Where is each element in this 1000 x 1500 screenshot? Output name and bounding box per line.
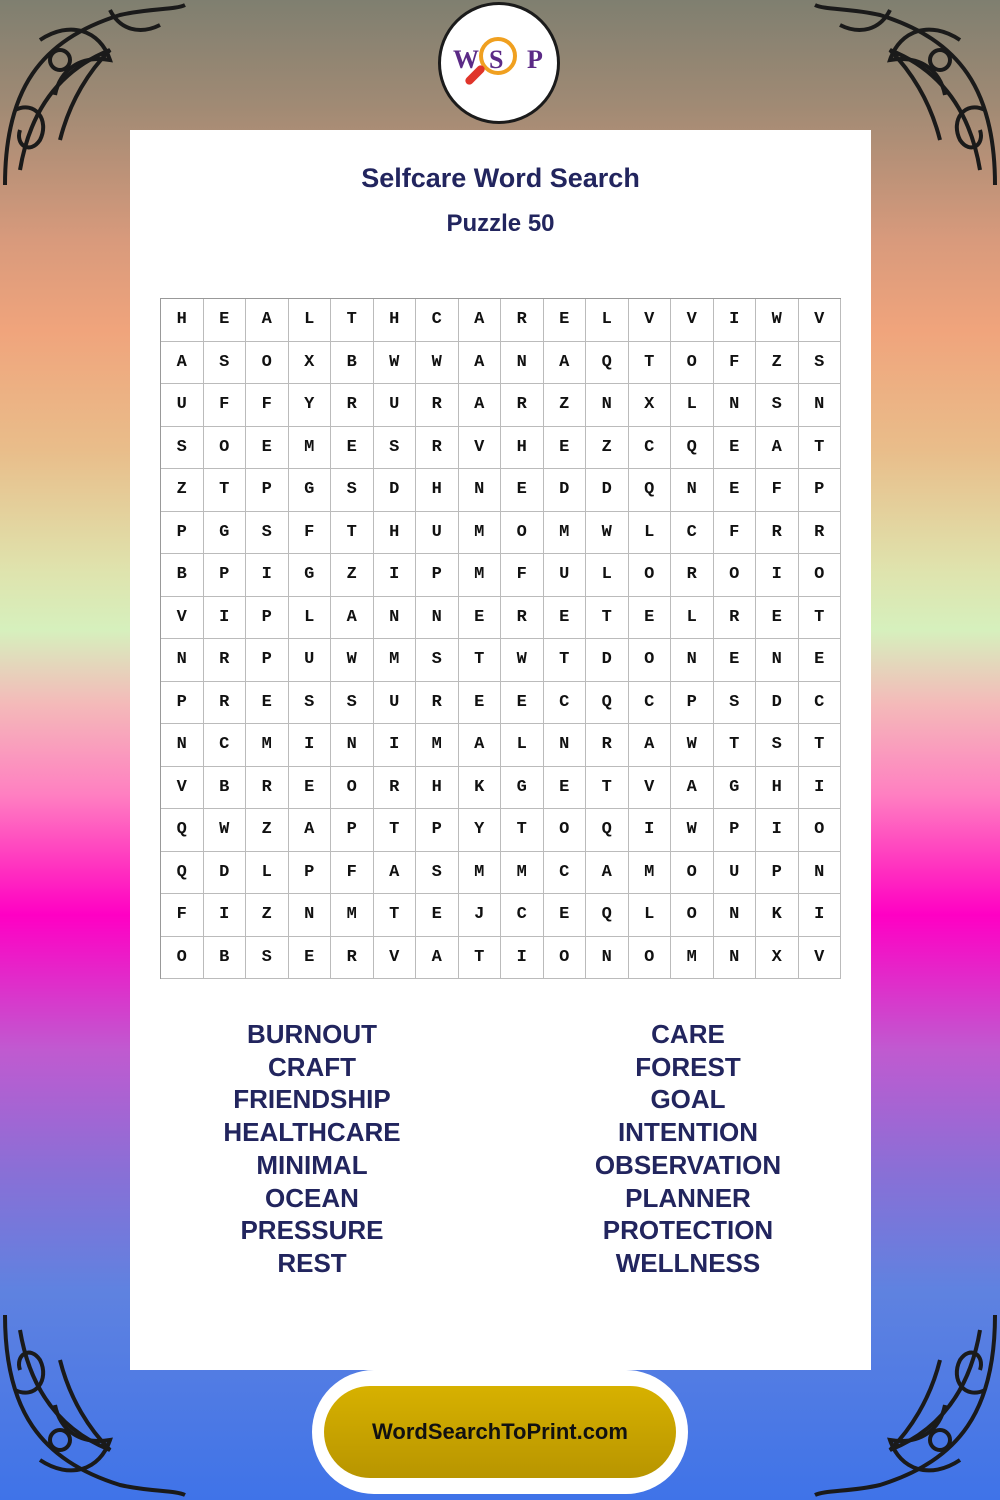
grid-cell[interactable]: I <box>799 894 842 937</box>
grid-cell[interactable]: W <box>331 639 374 682</box>
grid-cell[interactable]: S <box>799 342 842 385</box>
grid-cell[interactable]: R <box>501 299 544 342</box>
grid-cell[interactable]: G <box>289 469 332 512</box>
grid-cell[interactable]: F <box>501 554 544 597</box>
grid-cell[interactable]: E <box>756 597 799 640</box>
grid-cell[interactable]: R <box>501 597 544 640</box>
grid-cell[interactable]: E <box>799 639 842 682</box>
grid-cell[interactable]: N <box>671 469 714 512</box>
grid-cell[interactable]: P <box>246 597 289 640</box>
grid-cell[interactable]: D <box>374 469 417 512</box>
word-list-item: PRESSURE <box>240 1215 384 1246</box>
grid-cell[interactable]: F <box>756 469 799 512</box>
grid-cell[interactable]: P <box>161 512 204 555</box>
grid-cell[interactable]: S <box>246 937 289 980</box>
grid-cell[interactable]: X <box>289 342 332 385</box>
grid-cell[interactable]: T <box>501 809 544 852</box>
grid-cell[interactable]: H <box>374 299 417 342</box>
grid-cell[interactable]: E <box>459 597 502 640</box>
grid-cell[interactable]: C <box>799 682 842 725</box>
grid-cell[interactable]: V <box>799 937 842 980</box>
grid-cell[interactable]: Q <box>161 809 204 852</box>
grid-cell[interactable]: S <box>204 342 247 385</box>
grid-cell[interactable]: O <box>161 937 204 980</box>
grid-cell[interactable]: O <box>671 342 714 385</box>
word-list-item: PROTECTION <box>602 1215 774 1246</box>
grid-cell[interactable]: W <box>671 724 714 767</box>
grid-cell[interactable]: A <box>629 724 672 767</box>
grid-cell[interactable]: L <box>246 852 289 895</box>
grid-cell[interactable]: N <box>671 639 714 682</box>
grid-cell[interactable]: E <box>204 299 247 342</box>
grid-cell[interactable]: H <box>756 767 799 810</box>
word-list-item: WELLNESS <box>615 1247 761 1278</box>
grid-cell[interactable]: N <box>714 894 757 937</box>
grid-cell[interactable]: M <box>459 512 502 555</box>
grid-cell[interactable]: P <box>799 469 842 512</box>
grid-cell[interactable]: Q <box>586 809 629 852</box>
word-list-item: FOREST <box>635 1051 741 1082</box>
grid-cell[interactable]: C <box>629 682 672 725</box>
grid-cell[interactable]: Y <box>459 809 502 852</box>
grid-cell[interactable]: N <box>331 724 374 767</box>
word-list-item: FRIENDSHIP <box>233 1084 391 1115</box>
grid-cell[interactable]: L <box>671 597 714 640</box>
grid-cell[interactable]: O <box>246 342 289 385</box>
word-list-item: OBSERVATION <box>594 1149 782 1180</box>
grid-cell[interactable]: G <box>289 554 332 597</box>
grid-cell[interactable]: C <box>671 512 714 555</box>
grid-cell[interactable]: S <box>374 427 417 470</box>
grid-cell[interactable]: R <box>671 554 714 597</box>
grid-cell[interactable]: N <box>459 469 502 512</box>
grid-cell[interactable]: P <box>756 852 799 895</box>
grid-cell[interactable]: E <box>246 427 289 470</box>
grid-cell[interactable]: V <box>459 427 502 470</box>
grid-cell[interactable]: H <box>374 512 417 555</box>
grid-cell[interactable]: O <box>799 554 842 597</box>
grid-cell[interactable]: T <box>204 469 247 512</box>
grid-cell[interactable]: R <box>501 384 544 427</box>
grid-cell[interactable]: E <box>289 767 332 810</box>
grid-cell[interactable]: S <box>331 682 374 725</box>
grid-cell[interactable]: G <box>714 767 757 810</box>
grid-cell[interactable]: V <box>161 597 204 640</box>
grid-cell[interactable]: P <box>289 852 332 895</box>
logo-mark <box>449 33 549 93</box>
site-link-button[interactable]: WordSearchToPrint.com <box>324 1386 676 1478</box>
grid-cell[interactable]: A <box>331 597 374 640</box>
grid-cell[interactable]: P <box>246 469 289 512</box>
grid-cell[interactable]: E <box>714 427 757 470</box>
grid-cell[interactable]: E <box>714 469 757 512</box>
grid-cell[interactable]: E <box>544 299 587 342</box>
grid-cell[interactable]: Q <box>586 894 629 937</box>
grid-cell[interactable]: V <box>799 299 842 342</box>
grid-cell[interactable]: R <box>416 427 459 470</box>
grid-cell[interactable]: O <box>501 512 544 555</box>
grid-cell[interactable]: T <box>586 767 629 810</box>
grid-cell[interactable]: E <box>544 767 587 810</box>
grid-cell[interactable]: I <box>799 767 842 810</box>
grid-cell[interactable]: S <box>331 469 374 512</box>
grid-cell[interactable]: X <box>756 937 799 980</box>
grid-cell[interactable]: I <box>629 809 672 852</box>
grid-cell[interactable]: F <box>331 852 374 895</box>
grid-cell[interactable]: O <box>204 427 247 470</box>
grid-cell[interactable]: L <box>586 554 629 597</box>
logo-letter-s: S <box>489 45 504 74</box>
grid-cell[interactable]: T <box>799 597 842 640</box>
grid-cell[interactable]: N <box>161 724 204 767</box>
grid-cell[interactable]: Q <box>586 342 629 385</box>
grid-cell[interactable]: Z <box>544 384 587 427</box>
grid-cell[interactable]: I <box>289 724 332 767</box>
grid-cell[interactable]: F <box>714 342 757 385</box>
grid-cell[interactable]: M <box>331 894 374 937</box>
grid-cell[interactable]: V <box>629 767 672 810</box>
grid-cell[interactable]: E <box>331 427 374 470</box>
grid-cell[interactable]: P <box>416 809 459 852</box>
grid-cell[interactable]: P <box>246 639 289 682</box>
grid-cell[interactable]: C <box>416 299 459 342</box>
grid-cell[interactable]: M <box>374 639 417 682</box>
grid-cell[interactable]: A <box>459 342 502 385</box>
grid-cell[interactable]: I <box>204 597 247 640</box>
footer-badge <box>312 1370 688 1494</box>
grid-cell[interactable]: C <box>629 427 672 470</box>
grid-cell[interactable]: E <box>459 682 502 725</box>
word-list-item: CARE <box>651 1019 725 1049</box>
grid-cell[interactable]: U <box>714 852 757 895</box>
grid-cell[interactable]: Z <box>756 342 799 385</box>
grid-cell[interactable]: Z <box>331 554 374 597</box>
grid-cell[interactable]: P <box>714 809 757 852</box>
grid-cell[interactable]: T <box>459 937 502 980</box>
grid-cell[interactable]: F <box>714 512 757 555</box>
grid-cell[interactable]: N <box>714 384 757 427</box>
grid-cell[interactable]: Q <box>161 852 204 895</box>
grid-cell[interactable]: L <box>289 597 332 640</box>
grid-cell[interactable]: I <box>501 937 544 980</box>
grid-cell[interactable]: R <box>416 384 459 427</box>
grid-cell[interactable]: B <box>204 767 247 810</box>
grid-cell[interactable]: M <box>289 427 332 470</box>
grid-cell[interactable]: O <box>331 767 374 810</box>
grid-cell[interactable]: R <box>331 937 374 980</box>
grid-cell[interactable]: Q <box>586 682 629 725</box>
grid-cell[interactable]: G <box>501 767 544 810</box>
grid-cell[interactable]: R <box>374 767 417 810</box>
grid-cell[interactable]: M <box>629 852 672 895</box>
grid-cell[interactable]: N <box>544 724 587 767</box>
grid-cell[interactable]: Q <box>629 469 672 512</box>
grid-cell[interactable]: P <box>161 682 204 725</box>
grid-cell[interactable]: A <box>416 937 459 980</box>
grid-cell[interactable]: H <box>161 299 204 342</box>
grid-cell[interactable]: N <box>756 639 799 682</box>
grid-cell[interactable]: S <box>161 427 204 470</box>
grid-cell[interactable]: B <box>161 554 204 597</box>
grid-cell[interactable]: N <box>289 894 332 937</box>
word-list-item: OCEAN <box>265 1182 359 1213</box>
grid-cell[interactable]: B <box>331 342 374 385</box>
grid-cell[interactable]: P <box>671 682 714 725</box>
grid-cell[interactable]: R <box>799 512 842 555</box>
grid-cell[interactable]: I <box>756 809 799 852</box>
grid-cell[interactable]: E <box>246 682 289 725</box>
grid-cell[interactable]: I <box>204 894 247 937</box>
grid-cell[interactable]: U <box>416 512 459 555</box>
grid-cell[interactable]: D <box>544 469 587 512</box>
grid-cell[interactable]: T <box>586 597 629 640</box>
grid-cell[interactable]: Z <box>246 894 289 937</box>
grid-cell[interactable]: X <box>629 384 672 427</box>
grid-cell[interactable]: O <box>629 937 672 980</box>
grid-cell[interactable]: A <box>289 809 332 852</box>
grid-cell[interactable]: S <box>416 852 459 895</box>
grid-cell[interactable]: N <box>799 384 842 427</box>
grid-cell[interactable]: N <box>374 597 417 640</box>
grid-cell[interactable]: W <box>756 299 799 342</box>
grid-cell[interactable]: N <box>501 342 544 385</box>
grid-cell[interactable]: N <box>416 597 459 640</box>
grid-cell[interactable]: U <box>374 682 417 725</box>
grid-cell[interactable]: M <box>459 554 502 597</box>
grid-cell[interactable]: P <box>204 554 247 597</box>
grid-cell[interactable]: N <box>799 852 842 895</box>
grid-cell[interactable]: H <box>501 427 544 470</box>
grid-cell[interactable]: O <box>629 639 672 682</box>
grid-cell[interactable]: O <box>629 554 672 597</box>
grid-cell[interactable]: W <box>671 809 714 852</box>
grid-cell[interactable]: O <box>671 894 714 937</box>
word-list-item: GOAL <box>650 1084 726 1115</box>
grid-cell[interactable]: R <box>331 384 374 427</box>
grid-cell[interactable]: A <box>756 427 799 470</box>
grid-cell[interactable]: T <box>799 724 842 767</box>
grid-cell[interactable]: S <box>756 384 799 427</box>
grid-cell[interactable]: N <box>161 639 204 682</box>
grid-cell[interactable]: I <box>246 554 289 597</box>
grid-cell[interactable]: F <box>246 384 289 427</box>
grid-cell[interactable]: T <box>374 809 417 852</box>
grid-cell[interactable]: L <box>501 724 544 767</box>
word-list-left <box>162 1018 462 1280</box>
grid-cell[interactable]: N <box>586 384 629 427</box>
grid-cell[interactable]: A <box>459 299 502 342</box>
grid-cell[interactable]: R <box>204 682 247 725</box>
grid-cell[interactable]: Y <box>289 384 332 427</box>
grid-cell[interactable]: T <box>459 639 502 682</box>
grid-cell[interactable]: I <box>714 299 757 342</box>
grid-cell[interactable]: K <box>459 767 502 810</box>
grid-cell[interactable]: W <box>204 809 247 852</box>
grid-cell[interactable]: T <box>629 342 672 385</box>
word-list-item: MINIMAL <box>256 1149 368 1180</box>
grid-cell[interactable]: S <box>756 724 799 767</box>
grid-cell[interactable]: O <box>714 554 757 597</box>
grid-cell[interactable]: L <box>629 894 672 937</box>
grid-cell[interactable]: F <box>161 894 204 937</box>
grid-cell[interactable]: L <box>629 512 672 555</box>
grid-cell[interactable]: U <box>374 384 417 427</box>
grid-cell[interactable]: I <box>374 554 417 597</box>
grid-cell[interactable]: E <box>289 937 332 980</box>
grid-cell[interactable]: E <box>629 597 672 640</box>
grid-cell[interactable]: M <box>671 937 714 980</box>
grid-cell[interactable]: R <box>246 767 289 810</box>
grid-cell[interactable]: T <box>331 512 374 555</box>
grid-cell[interactable]: T <box>799 427 842 470</box>
grid-cell[interactable]: E <box>714 639 757 682</box>
grid-cell[interactable]: L <box>289 299 332 342</box>
grid-cell[interactable]: T <box>331 299 374 342</box>
grid-cell[interactable]: E <box>501 682 544 725</box>
grid-cell[interactable]: M <box>416 724 459 767</box>
grid-cell[interactable]: A <box>586 852 629 895</box>
site-logo[interactable] <box>438 2 560 124</box>
grid-cell[interactable]: O <box>671 852 714 895</box>
grid-cell[interactable]: M <box>544 512 587 555</box>
grid-cell[interactable]: D <box>204 852 247 895</box>
grid-cell[interactable]: I <box>756 554 799 597</box>
grid-cell[interactable]: J <box>459 894 502 937</box>
grid-cell[interactable]: B <box>204 937 247 980</box>
grid-cell[interactable]: W <box>374 342 417 385</box>
grid-cell[interactable]: W <box>501 639 544 682</box>
word-list-item: REST <box>277 1247 347 1278</box>
grid-cell[interactable]: A <box>374 852 417 895</box>
letter-grid <box>160 298 841 979</box>
grid-cell[interactable]: C <box>544 852 587 895</box>
grid-cell[interactable]: V <box>629 299 672 342</box>
grid-cell[interactable]: S <box>246 512 289 555</box>
grid-cell[interactable]: V <box>161 767 204 810</box>
logo-letter-w: W <box>453 45 479 74</box>
grid-cell[interactable]: E <box>544 427 587 470</box>
grid-cell[interactable]: G <box>204 512 247 555</box>
grid-cell[interactable]: V <box>374 937 417 980</box>
grid-cell[interactable]: A <box>459 384 502 427</box>
grid-cell[interactable]: A <box>671 767 714 810</box>
grid-cell[interactable]: A <box>544 342 587 385</box>
grid-cell[interactable]: M <box>246 724 289 767</box>
grid-cell[interactable]: E <box>501 469 544 512</box>
grid-cell[interactable]: O <box>544 937 587 980</box>
grid-cell[interactable]: T <box>714 724 757 767</box>
grid-cell[interactable]: Z <box>246 809 289 852</box>
grid-cell[interactable]: C <box>544 682 587 725</box>
grid-cell[interactable]: S <box>289 682 332 725</box>
grid-cell[interactable]: O <box>544 809 587 852</box>
grid-cell[interactable]: E <box>416 894 459 937</box>
grid-cell[interactable]: U <box>289 639 332 682</box>
grid-cell[interactable]: R <box>204 639 247 682</box>
word-list-item: PLANNER <box>625 1182 751 1213</box>
grid-cell[interactable]: R <box>416 682 459 725</box>
grid-cell[interactable]: Z <box>586 427 629 470</box>
grid-cell[interactable]: D <box>586 469 629 512</box>
puzzle-number: Puzzle 50 <box>446 210 555 237</box>
grid-cell[interactable]: K <box>756 894 799 937</box>
grid-cell[interactable]: R <box>586 724 629 767</box>
grid-cell[interactable]: N <box>586 937 629 980</box>
grid-cell[interactable]: U <box>161 384 204 427</box>
grid-cell[interactable]: D <box>756 682 799 725</box>
grid-cell[interactable]: Z <box>161 469 204 512</box>
grid-cell[interactable]: W <box>586 512 629 555</box>
grid-cell[interactable]: R <box>714 597 757 640</box>
grid-cell[interactable]: N <box>714 937 757 980</box>
logo-letter-p: P <box>527 45 543 74</box>
grid-cell[interactable]: F <box>289 512 332 555</box>
grid-cell[interactable]: M <box>459 852 502 895</box>
grid-cell[interactable]: A <box>459 724 502 767</box>
grid-cell[interactable]: Q <box>671 427 714 470</box>
grid-cell[interactable]: S <box>416 639 459 682</box>
grid-cell[interactable]: H <box>416 767 459 810</box>
grid-cell[interactable]: L <box>671 384 714 427</box>
grid-cell[interactable]: E <box>544 894 587 937</box>
grid-cell[interactable]: C <box>204 724 247 767</box>
word-list-item: HEALTHCARE <box>223 1117 401 1148</box>
grid-cell[interactable]: E <box>544 597 587 640</box>
grid-cell[interactable]: M <box>501 852 544 895</box>
word-list-item: CRAFT <box>267 1051 357 1082</box>
grid-cell[interactable]: D <box>586 639 629 682</box>
grid-cell[interactable]: H <box>416 469 459 512</box>
grid-cell[interactable]: A <box>246 299 289 342</box>
grid-cell[interactable]: T <box>374 894 417 937</box>
word-list-right <box>538 1018 838 1280</box>
grid-cell[interactable]: R <box>756 512 799 555</box>
word-list-item: BURNOUT <box>247 1019 377 1049</box>
puzzle-card <box>130 130 871 1370</box>
grid-cell[interactable]: L <box>586 299 629 342</box>
puzzle-title: Selfcare Word Search <box>361 163 640 193</box>
grid-cell[interactable]: P <box>416 554 459 597</box>
grid-cell[interactable]: A <box>161 342 204 385</box>
grid-cell[interactable]: C <box>501 894 544 937</box>
grid-cell[interactable]: O <box>799 809 842 852</box>
grid-cell[interactable]: P <box>331 809 374 852</box>
grid-cell[interactable]: F <box>204 384 247 427</box>
word-list-item: INTENTION <box>617 1117 759 1148</box>
grid-cell[interactable]: I <box>374 724 417 767</box>
grid-cell[interactable]: S <box>714 682 757 725</box>
grid-cell[interactable]: U <box>544 554 587 597</box>
grid-cell[interactable]: V <box>671 299 714 342</box>
grid-cell[interactable]: W <box>416 342 459 385</box>
grid-cell[interactable]: T <box>544 639 587 682</box>
